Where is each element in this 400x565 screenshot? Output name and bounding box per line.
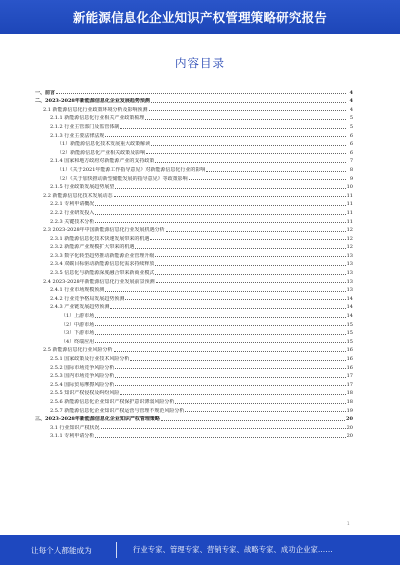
toc-entry[interactable] [35,319,353,328]
toc-entry-label: 2.5.4 国际贸易摩擦风险分析 [50,381,115,388]
toc-entry[interactable] [35,173,353,182]
toc-leader-dots [146,153,346,154]
document-title: 新能源信息化企业知识产权管理策略研究报告 [72,10,327,25]
toc-leader-dots [105,136,346,137]
toc-entry-label: 2.5.3 国内市场竞争风险分析 [50,373,115,380]
toc-leader-dots [161,420,345,421]
toc-entry[interactable] [35,422,353,431]
toc-entry-label: 二、2023-2028年新能源信息化企业发展趋势预测 [35,98,150,105]
toc-leader-dots [115,368,345,369]
toc-entry[interactable] [35,147,353,156]
toc-entry-page: 5 [349,123,353,130]
toc-entry[interactable] [35,259,353,268]
toc-leader-dots [115,385,345,386]
toc-entry-label: 2.3 2023-2028年中国新能源信息化行业发展机遇分析 [43,227,165,234]
toc-entry[interactable] [35,336,353,345]
toc-entry-label: 2.2.3 关键技术分析 [50,218,95,225]
toc-entry-label: 3.1.1 专利申请分析 [50,433,95,440]
toc-entry-label: 2.3.3 数字化转型趋势推动新能源企业管理升级 [50,252,155,259]
toc-entry-label: 2.1.5 行业政策发展趋势展望 [50,184,115,191]
toc-leader-dots [95,334,345,335]
toc-leader-dots [95,317,345,318]
toc-entry[interactable] [35,113,353,122]
toc-entry-page: 20 [346,433,353,440]
toc-entry-page: 11 [346,201,353,208]
toc-leader-dots [95,325,345,326]
toc-leader-dots [95,437,345,438]
toc-entry-page: 11 [346,218,353,225]
toc-entry-page: 16 [346,356,353,362]
footer-divider [116,542,117,558]
toc-entry[interactable] [35,310,353,319]
toc-leader-dots [115,188,345,189]
toc-leader-dots [95,205,345,206]
toc-entry-label: （2）新能源信息化产业相关政策及影响 [57,149,146,156]
toc-leader-dots [189,179,346,180]
toc-entry-label: 2.4 2023-2028年新能源信息化行业发展前景预测 [43,278,155,285]
toc-entry-page: 8 [349,166,353,173]
toc-entry[interactable] [35,379,353,388]
toc-entry-page: 6 [349,149,353,156]
toc-entry-label: 2.2 新能源信息化技术发展动态 [43,192,113,199]
toc-leader-dots [151,145,346,146]
toc-leader-dots [120,394,345,395]
footer-banner [0,535,400,565]
toc-entry-label: 2.1.1 新能源信息化行业相关产业政策梳理 [50,115,145,122]
toc-entry[interactable] [35,353,353,362]
toc-entry-page: 14 [346,295,353,302]
toc-entry-page: 5 [349,115,353,122]
toc-entry-page: 13 [346,261,353,268]
toc-entry-label: 3.1 行业知识产权状况 [50,424,100,431]
toc-leader-dots [155,256,345,257]
toc-entry[interactable] [35,371,353,380]
toc-entry-label: 2.3.2 新能源产业规模扩大带来的机遇 [50,244,135,251]
toc-entry[interactable] [35,414,353,423]
toc-entry-page: 16 [346,364,353,371]
toc-leader-dots [95,342,345,343]
toc-entry-page: 16 [346,347,353,354]
header-banner [0,0,400,34]
toc-entry-label: 2.3.5 信息化与新能源深度融合带来新商业模式 [50,270,155,277]
toc-leader-dots [156,282,346,283]
toc-entry-page: 10 [346,184,353,191]
toc-leader-dots [110,308,345,309]
toc-entry-label: 2.5.6 新能源信息化企业知识产权保护意识薄弱风险分析 [50,398,175,405]
toc-entry-label: （2）《关于加快推动新型储能发展的指导意见》等政策影响 [57,175,188,182]
toc-entry-page: 7 [349,158,353,165]
toc-entry[interactable] [35,199,353,208]
toc-entry[interactable] [35,250,353,259]
toc-entry-page: 19 [346,407,353,414]
toc-entry[interactable] [35,156,353,165]
toc-entry-page: 14 [346,304,353,311]
toc-entry-page: 20 [346,416,353,423]
toc-leader-dots [114,196,346,197]
toc-entry-label: 2.5 新能源信息化行业风险分析 [43,347,113,354]
toc-entry-label: 2.4.1 行业市场规模预测 [50,287,105,294]
toc-entry[interactable] [35,207,353,216]
toc-entry-page: 14 [346,313,353,320]
toc-leader-dots [105,291,345,292]
toc-entry-page: 13 [346,252,353,259]
toc-entry-page: 15 [346,338,353,345]
toc-heading: 内容目录 [175,56,225,70]
toc-entry-label: 2.5.7 新能源信息化企业知识产权运营与管理不规范风险分析 [50,407,185,414]
toc-entry-label: 2.1.2 行业主管部门及监管体制 [50,123,120,130]
toc-entry-label: 2.3.1 新能源信息化技术快速发展带来的机遇 [50,235,150,242]
toc-entry-page: 15 [346,330,353,337]
toc-entry[interactable] [35,182,353,191]
toc-entry-page: 20 [346,424,353,431]
toc-entry-label: 2.4.2 行业竞争格局发展趋势预测 [50,295,125,302]
toc-entry-label: （4）终端应用 [61,338,95,345]
toc-leader-dots [130,360,345,361]
toc-leader-dots [115,377,345,378]
toc-entry[interactable] [35,216,353,225]
toc-entry[interactable] [35,130,353,139]
toc-entry[interactable] [35,285,353,294]
toc-leader-dots [95,222,345,223]
toc-entry[interactable] [35,242,353,251]
toc-leader-dots [150,239,345,240]
table-of-contents [35,87,353,439]
toc-leader-dots [155,274,345,275]
toc-leader-dots [155,265,345,266]
toc-entry-page: 6 [349,132,353,139]
toc-leader-dots [149,110,346,111]
toc-entry[interactable] [35,164,353,173]
toc-entry-page: 6 [349,141,353,148]
toc-entry-label: 2.5.1 国家政策及行业技术风险分析 [50,356,130,362]
toc-entry[interactable] [35,225,353,234]
toc-entry-label: 2.2.1 专利申请概况 [50,201,95,208]
toc-entry-label: 2.3.4 双碳目标驱动新能源信息化需求持续释放 [50,261,155,268]
footer-slogan-left: 让每个人都能成为 [31,546,92,555]
toc-entry-label: 一、前言 [35,89,56,96]
toc-entry[interactable] [35,276,353,285]
toc-leader-dots [145,119,346,120]
toc-entry-page: 13 [346,278,353,285]
toc-entry-label: （1）《关于2021年能源工作指导意见》对新能源信息化行业的影响 [57,166,206,173]
toc-entry-page: 4 [349,106,353,113]
toc-entry-label: （2）中游市场 [61,321,95,328]
toc-entry-label: 2.1 新能源信息化行业政策环境分析及影响预测 [43,106,148,113]
toc-leader-dots [151,102,346,103]
toc-entry[interactable] [35,190,353,199]
toc-leader-dots [114,351,346,352]
toc-leader-dots [185,411,345,412]
toc-leader-dots [95,214,345,215]
toc-entry[interactable] [35,96,353,105]
toc-entry-page: 12 [346,235,353,242]
toc-entry-page: 18 [346,390,353,397]
toc-entry[interactable] [35,396,353,405]
toc-entry[interactable] [35,431,353,440]
toc-leader-dots [101,428,346,429]
toc-entry-label: 2.2.2 行业研发投入 [50,209,95,216]
toc-entry[interactable] [35,104,353,113]
toc-entry[interactable] [35,302,353,311]
toc-entry[interactable] [35,328,353,337]
toc-entry-label: （1）新能源信息化技术发展重大政策解读 [57,141,151,148]
toc-leader-dots [166,231,346,232]
toc-entry-label: 2.1.3 行业主要法律法规 [50,132,105,139]
toc-leader-dots [56,93,346,94]
toc-entry-page: 12 [346,244,353,251]
toc-entry[interactable] [35,293,353,302]
toc-entry[interactable] [35,267,353,276]
toc-entry-page: 11 [346,209,353,216]
toc-entry-label: 2.4.3 产业链发展趋势预测 [50,304,110,311]
toc-entry[interactable] [35,121,353,130]
toc-entry[interactable] [35,405,353,414]
toc-entry-page: 12 [346,227,353,234]
toc-entry[interactable] [35,345,353,354]
toc-entry[interactable] [35,388,353,397]
toc-entry[interactable] [35,87,353,96]
footer-slogan-right: 行业专家、管理专家、营销专家、战略专家、成功企业家…… [133,545,333,554]
toc-entry-label: 2.5.2 国际市场竞争风险分析 [50,364,115,371]
toc-leader-dots [155,162,346,163]
toc-entry-label: 三、2023-2028年新能源信息化企业知识产权管理策略 [35,416,160,423]
toc-entry-page: 9 [349,175,353,182]
toc-entry-page: 13 [346,270,353,277]
toc-leader-dots [135,248,345,249]
toc-leader-dots [175,403,345,404]
toc-leader-dots [206,171,346,172]
toc-entry-page: 18 [346,398,353,405]
toc-entry[interactable] [35,139,353,148]
toc-entry-page: 13 [346,287,353,294]
toc-entry-page: 4 [349,89,353,96]
toc-entry[interactable] [35,362,353,371]
toc-entry-label: 2.1.4 国家和地方政府对新能源产业的支持政策 [50,158,155,165]
toc-entry-label: 2.5.5 知识产权侵权及纠纷风险 [50,390,120,397]
toc-entry-page: 11 [346,192,353,199]
toc-entry-page: 15 [346,321,353,328]
page-number: 1 [347,521,350,526]
toc-leader-dots [125,299,345,300]
toc-entry-page: 17 [346,381,353,388]
toc-entry-label: （3）下游市场 [61,330,95,337]
toc-entry-page: 17 [346,373,353,380]
toc-entry-page: 4 [349,98,353,105]
toc-leader-dots [120,128,346,129]
toc-entry[interactable] [35,233,353,242]
toc-entry-label: （1）上游市场 [61,313,95,320]
